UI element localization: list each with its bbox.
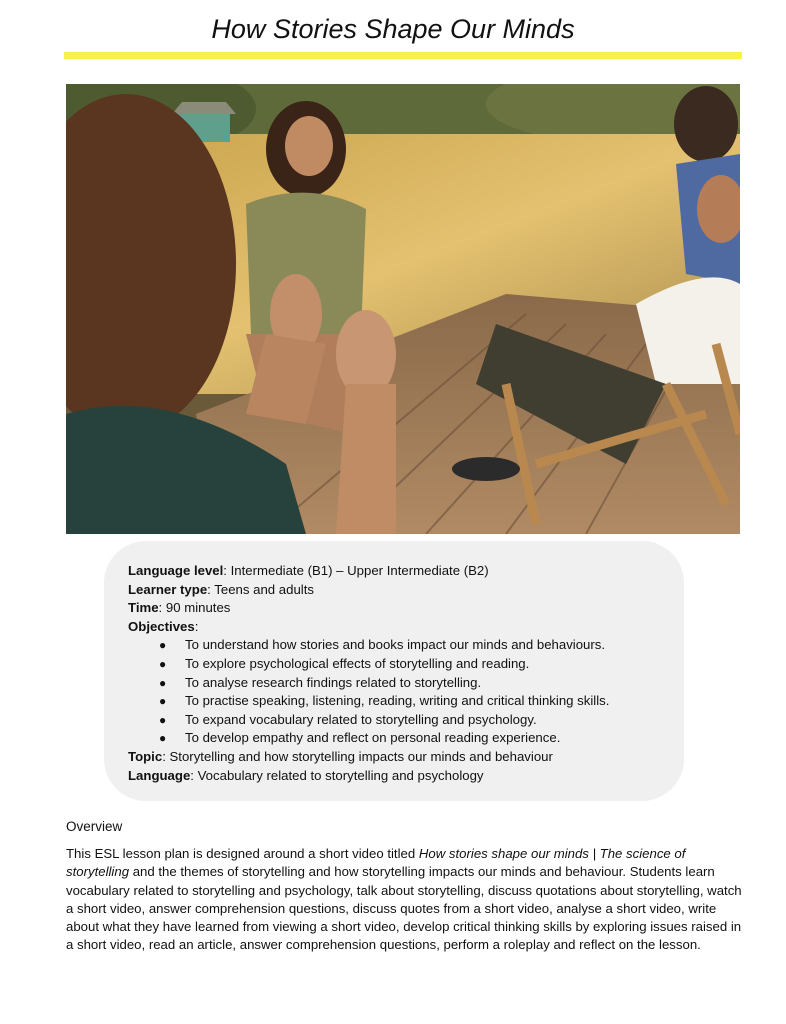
time-line [128,599,660,618]
overview-text-part-1: This ESL lesson plan is designed around a short video titled [66,846,419,861]
bullet-icon: ● [159,656,167,671]
overview-text-part-2: and the themes of storytelling and how storytelling impacts our minds and behaviour. Students learn vocabulary related to storytelling and psychology, talk about storytelling, discuss quotations about storytelling, watch a short video, answer comprehension questions, discuss quotes from a short video, analyse a short video, write about what they have learned from viewing a short video, develop critical thinking skills by exploring issues raised in a short video, read an article, answer comprehension questions, perform a roleplay and reflect on the lesson. [66,864,742,953]
page-title: How Stories Shape Our Minds [211,14,575,44]
language-level-label: Language level [128,563,224,578]
list-item [128,655,660,674]
bullet-icon: ● [159,675,167,690]
language-value: : Vocabulary related to storytelling and psychology [190,767,484,783]
list-item [128,729,660,748]
learner-type-line [128,581,660,600]
objectives-label: Objectives [128,618,195,634]
lesson-info-box [104,541,684,801]
objective-text: To practise speaking, listening, reading, writing and critical thinking skills. [185,693,610,709]
bullet-icon: ● [159,731,167,746]
topic-label: Topic [128,748,163,764]
title-underline [64,52,742,59]
objective-text: To develop empathy and reflect on personal reading experience. [185,730,561,746]
language-line [128,767,660,786]
list-item [128,711,660,730]
topic-line [128,748,660,767]
objective-text: To understand how stories and books impact our minds and behaviours. [185,637,606,653]
list-item [128,692,660,711]
time-value: : 90 minutes [158,600,231,616]
photo-of-people-storytelling-by-lake-icon [66,84,740,534]
overview-heading: Overview [66,819,123,834]
time-label: Time [128,600,159,616]
objective-text: To analyse research findings related to storytelling. [185,674,482,690]
video-title: How stories shape our minds | The science of storytelling [66,846,686,880]
language-label: Language [128,767,191,783]
objectives-heading [128,618,660,637]
overview-paragraph [66,845,742,955]
list-item [128,674,660,693]
objectives-list [128,636,660,748]
list-item [128,636,660,655]
objective-text: To explore psychological effects of storytelling and reading. [185,655,530,671]
topic-value: : Storytelling and how storytelling impacts our minds and behaviour [162,748,553,764]
objectives-colon: : [194,618,199,634]
learner-type-value: : Teens and adults [207,581,314,597]
bullet-icon: ● [159,712,167,727]
learner-type-label: Learner type [128,581,208,597]
bullet-icon: ● [159,638,167,653]
language-level-line [128,562,660,581]
bullet-icon: ● [159,694,167,709]
objective-text: To expand vocabulary related to storytelling and psychology. [185,711,537,727]
language-level-value: : Intermediate (B1) – Upper Intermediate (B2) [223,563,489,578]
